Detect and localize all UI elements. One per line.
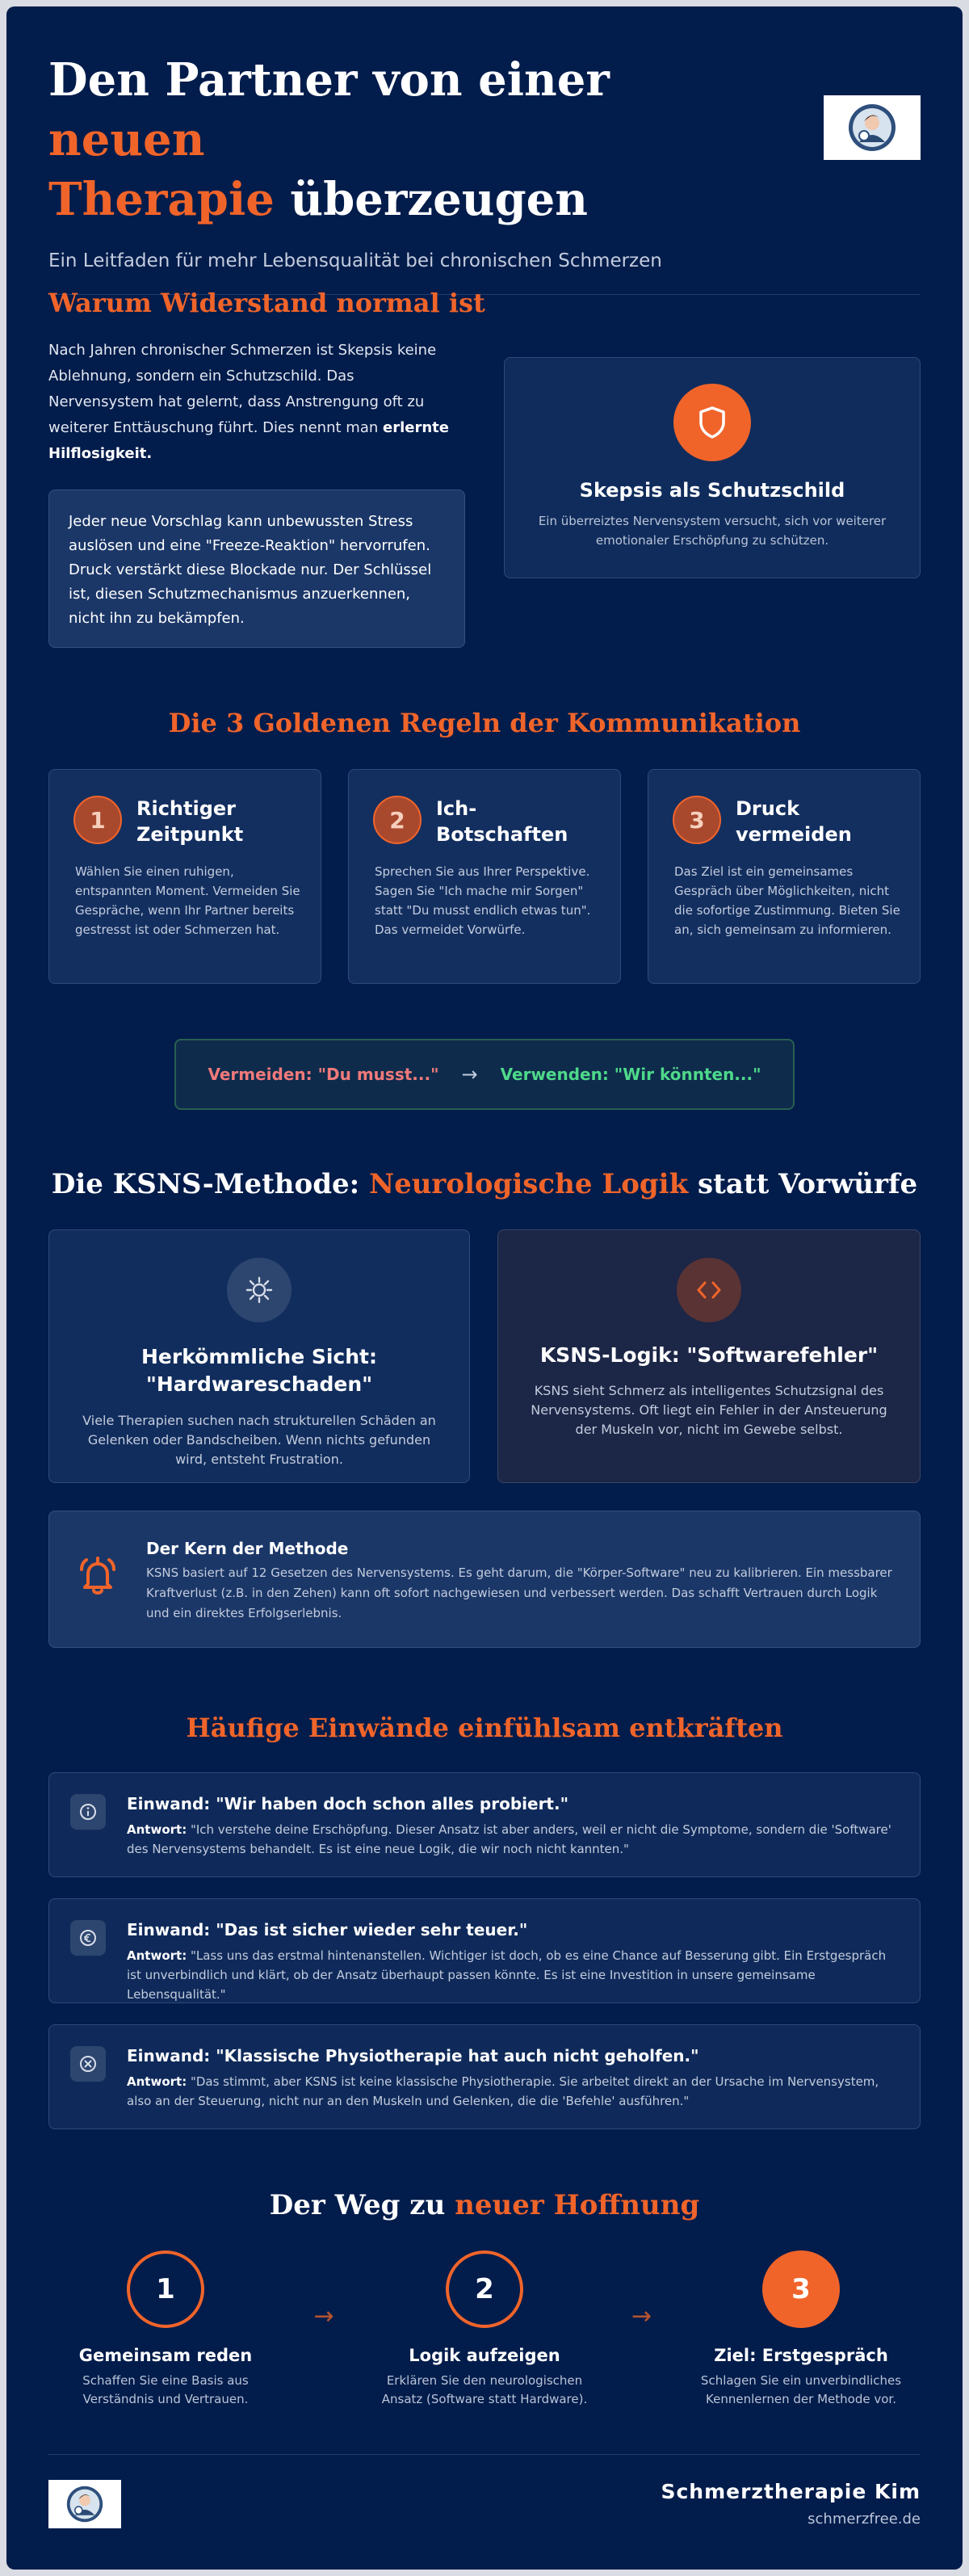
rule-text: Wählen Sie einen ruhigen, entspannten Moment. Vermeiden Sie Gespräche, wenn Ihr Partner bereits gestresst ist oder Schmerzen hat. [75,864,300,937]
step-number: 1 [127,2250,204,2328]
path-step [363,2250,606,2409]
step-number: 3 [762,2250,840,2328]
path-step [44,2250,287,2409]
path-section [48,2189,921,2406]
objection-answer: Antwort: "Ich verstehe deine Erschöpfung. Dieser Ansatz ist aber anders, weil er nicht die Symptome, sondern die 'Software' des Nervensystems behandelt. Es ist eine neue Logik, die wir noch nicht kannten." [127,1822,891,1856]
resistance-text: Nach Jahren chronischer Schmerzen ist Skepsis keine Ablehnung, sondern ein Schutzschild. Das Nervensystem hat gelernt, dass Anstrengung oft zu weiterer Enttäuschung führt. Dies nennt man erlernte Hilflosigkeit. [48,342,449,462]
bell-icon [73,1552,122,1600]
rule-number: 3 [673,796,721,844]
resistance-section [48,288,921,627]
shield-card-text: Ein überreiztes Nervensystem versucht, sich vor weiterer emotionaler Erschöpfung zu schützen. [538,514,887,548]
resistance-heading: Warum Widerstand normal ist [48,288,485,318]
rules-heading: Die 3 Goldenen Regeln der Kommunikation [168,708,801,738]
use-phrase: Verwenden: "Wir könnten..." [500,1065,761,1084]
rules-section [48,708,921,1086]
path-step [680,2250,922,2409]
rule-title: Ich-Botschaften [436,797,568,846]
step-text: Erklären Sie den neurologischen Ansatz (Software statt Hardware). [381,2373,588,2406]
objection-card [48,1898,921,2003]
footer-url[interactable]: schmerzfree.de [808,2511,921,2528]
rule-card [48,769,321,984]
ksns-section [48,1168,921,1620]
shield-card-title: Skepsis als Schutzschild [579,479,845,502]
header [48,50,921,295]
method-core-title: Der Kern der Methode [146,1539,349,1558]
software-logic-card [497,1229,921,1483]
objection-list [48,1772,921,2150]
page-subtitle: Ein Leitfaden für mehr Lebensqualität bei chronischen Schmerzen [48,250,662,271]
rule-text: Das Ziel ist ein gemeinsames Gespräch über Möglichkeiten, nicht die sofortige Zustimmung. Bieten Sie an, sich gemeinsam zu informieren. [674,864,900,937]
code-icon [677,1258,741,1322]
footer-divider [48,2454,921,2455]
rule-text: Sprechen Sie aus Ihrer Perspektive. Sagen Sie "Ich mache mir Sorgen" statt "Du musst endlich etwas tun". Das vermeidet Vorwürfe. [375,864,591,937]
objection-title: Einwand: "Das ist sicher wieder sehr teuer." [127,1920,528,1939]
rule-card [648,769,921,984]
step-title: Logik aufzeigen [409,2346,560,2365]
objections-heading: Häufige Einwände einfühlsam entkräften [186,1712,783,1743]
software-logic-text: KSNS sieht Schmerz als intelligentes Schutzsignal des Nervensystems. Oft liegt ein Fehler in der Ansteuerung der Muskeln vor, nicht im Gewebe selbst. [531,1383,887,1437]
info-icon [70,1794,106,1830]
arrow-right-icon: → [461,1063,478,1086]
bug-icon [227,1258,292,1322]
hardware-view-card [48,1229,470,1483]
euro-icon [70,1920,106,1956]
rules-grid [48,769,921,984]
rule-title: Druck vermeiden [736,797,852,846]
footer [48,2454,921,2528]
objection-card [48,1772,921,1877]
freeze-reaction-text: Jeder neue Vorschlag kann unbewussten Stress auslösen und eine "Freeze-Reaktion" hervorrufen. Druck verstärkt diese Blockade nur. Der Schlüssel ist, diesen Schutzmechanismus anzuerkennen, nicht ihn zu bekämpfen. [69,513,432,627]
method-core-text: KSNS basiert auf 12 Gesetzen des Nervensystems. Es geht darum, die "Körper-Software" neu zu kalibrieren. Ein messbarer Kraftverlust (z.B. in den Zehen) kann oft sofort nachgewiesen und verbessert werden. Das schafft Vertrauen durch Logik und ein direktes Erfolgserlebnis. [146,1565,892,1620]
step-number: 2 [446,2250,523,2328]
shield-icon [673,384,751,461]
phrase-comparison [174,1039,795,1110]
hardware-view-title: Herkömmliche Sicht: "Hardwareschaden" [141,1345,377,1396]
page-title: Den Partner von einer neuen Therapie überzeugen [48,53,610,226]
avoid-phrase: Vermeiden: "Du musst..." [208,1065,439,1084]
arrow-right-icon: → [313,2302,334,2330]
step-text: Schlagen Sie ein unverbindliches Kennenlernen der Methode vor. [700,2373,902,2406]
shield-card [504,357,921,578]
method-core-card [48,1511,921,1648]
software-logic-title: KSNS-Logik: "Softwarefehler" [539,1343,879,1367]
rule-title: Richtiger Zeitpunkt [136,797,244,846]
step-title: Gemeinsam reden [78,2346,253,2365]
objection-answer: Antwort: "Das stimmt, aber KSNS ist keine klassische Physiotherapie. Sie arbeitet direkt an der Ursache im Nervensystem, also an der Steuerung, nicht nur an den Muskeln und Gelenken, die die 'Befehle' ausführen." [127,2074,879,2108]
ksns-heading: Die KSNS-Methode: Neurologische Logik statt Vorwürfe [51,1168,918,1200]
footer-brand: Schmerztherapie Kim [661,2480,921,2503]
x-circle-icon [70,2046,106,2082]
objection-answer: Antwort: "Lass uns das erstmal hintenanstellen. Wichtiger ist doch, ob es eine Chance auf Besserung gibt. Ein Erstgespräch ist unverbindlich und klärt, ob der Ansatz überhaupt passen könnte. Es ist eine Investition in unsere gemeinsame Lebensqualität." [127,1948,887,2002]
step-title: Ziel: Erstgespräch [714,2346,888,2365]
rule-card [348,769,621,984]
avatar-logo-icon [848,103,896,152]
rule-number: 2 [373,796,422,844]
objections-section [48,1712,921,2108]
freeze-reaction-box [48,490,465,648]
arrow-right-icon: → [631,2302,652,2330]
rule-number: 1 [73,796,122,844]
footer-logo [48,2480,121,2528]
hardware-view-text: Viele Therapien suchen nach strukturellen Schäden an Gelenken oder Bandscheiben. Wenn nichts gefunden wird, entsteht Frustration. [82,1413,436,1467]
path-heading: Der Weg zu neuer Hoffnung [269,2189,700,2221]
objection-card [48,2024,921,2129]
avatar-logo-icon [66,2486,103,2523]
objection-title: Einwand: "Klassische Physiotherapie hat auch nicht geholfen." [127,2046,699,2065]
objection-title: Einwand: "Wir haben doch schon alles probiert." [127,1794,569,1813]
header-logo [824,95,921,160]
path-steps [48,2250,921,2412]
step-text: Schaffen Sie eine Basis aus Verständnis und Vertrauen. [82,2373,249,2406]
